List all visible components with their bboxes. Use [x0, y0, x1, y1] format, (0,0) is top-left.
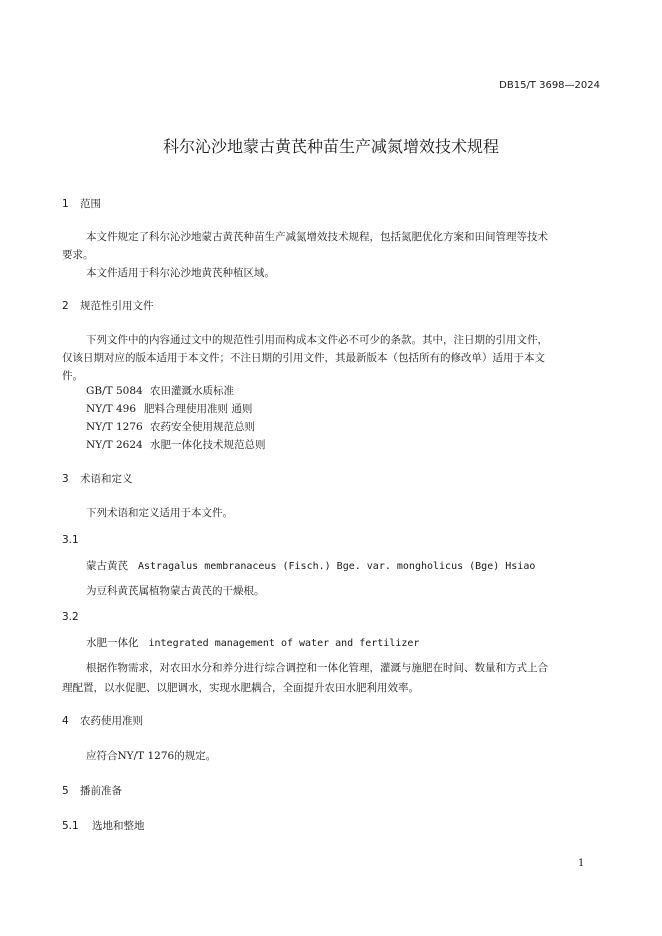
term-definition-line: 根据作物需求，对农田水分和养分进行综合调控和一体化管理，灌溉与施肥在时间、数量和方式上合: [86, 662, 548, 674]
page-title: 科尔沁沙地蒙古黄芪种苗生产减氮增效技术规程: [162, 137, 499, 156]
subsection-title: 选地和整地: [92, 820, 145, 832]
term-number: 3.2: [62, 611, 79, 623]
reference-code: GB/T 5084: [86, 385, 143, 397]
paragraph-line: 下列术语和定义适用于本文件。: [86, 507, 233, 519]
subsection-heading: [62, 818, 145, 833]
reference-code: NY/T 2624: [86, 439, 143, 451]
paragraph-line: 应符合NY/T 1276的规定。: [86, 750, 217, 762]
reference-name: 肥料合理使用准则 通则: [144, 403, 253, 415]
paragraph-line: 下列文件中的内容通过文中的规范性引用而构成本文件必不可少的条款。其中，注日期的引用文件，: [86, 334, 548, 346]
paragraph-line: 件。: [62, 370, 83, 382]
reference-item: [86, 401, 252, 416]
term-entry: [86, 635, 419, 650]
section-number: 3: [62, 473, 69, 485]
section-number: 5: [62, 785, 69, 797]
reference-code: NY/T 496: [86, 403, 137, 415]
term-definition-line: 理配置，以水促肥、以肥调水，实现水肥耦合，全面提升农田水肥利用效率。: [62, 682, 419, 694]
reference-name: 农田灌溉水质标准: [150, 385, 234, 397]
section-heading-pesticide: [62, 713, 143, 728]
section-heading-scope: [62, 196, 101, 211]
section-title: 规范性引用文件: [80, 300, 154, 312]
term-english: Astragalus membranaceus (Fisch.) Bge. var. mongholicus (Bge) Hsiao: [138, 561, 536, 572]
section-title: 范围: [80, 198, 101, 210]
section-title: 农药使用准则: [80, 715, 143, 727]
reference-item: [86, 419, 255, 434]
section-number: 2: [62, 300, 69, 312]
section-heading-terms: [62, 471, 133, 486]
page-number: 1: [578, 858, 585, 869]
reference-name: 水肥一体化技术规范总则: [150, 439, 266, 451]
paragraph-line: 本文件规定了科尔沁沙地蒙古黄芪种苗生产减氮增效技术规程，包括氮肥优化方案和田间管理等技术: [86, 231, 548, 243]
term-chinese: 蒙古黄芪: [86, 560, 128, 572]
term-english: integrated management of water and fertilizer: [148, 638, 420, 649]
reference-item: [86, 437, 266, 452]
reference-name: 农药安全使用规范总则: [150, 421, 255, 433]
section-title: 术语和定义: [80, 473, 133, 485]
paragraph-line: 要求。: [62, 249, 94, 261]
term-chinese: 水肥一体化: [86, 637, 139, 649]
term-definition: 为豆科黄芪属植物蒙古黄芪的干燥根。: [86, 585, 265, 597]
document-number: DB15/T 3698—2024: [499, 80, 600, 91]
paragraph-line: 本文件适用于科尔沁沙地黄芪种植区域。: [86, 267, 275, 279]
term-number: 3.1: [62, 534, 79, 546]
section-heading-preparation: [62, 783, 122, 798]
reference-code: NY/T 1276: [86, 421, 143, 433]
section-heading-normative-references: [62, 298, 154, 313]
section-title: 播前准备: [80, 785, 122, 797]
section-number: 1: [62, 198, 69, 210]
paragraph-line: 仅该日期对应的版本适用于本文件；不注日期的引用文件，其最新版本（包括所有的修改单）适用于本文: [62, 352, 545, 364]
section-number: 4: [62, 715, 69, 727]
reference-item: [86, 383, 234, 398]
term-entry: [86, 558, 535, 573]
subsection-number: 5.1: [62, 820, 79, 832]
